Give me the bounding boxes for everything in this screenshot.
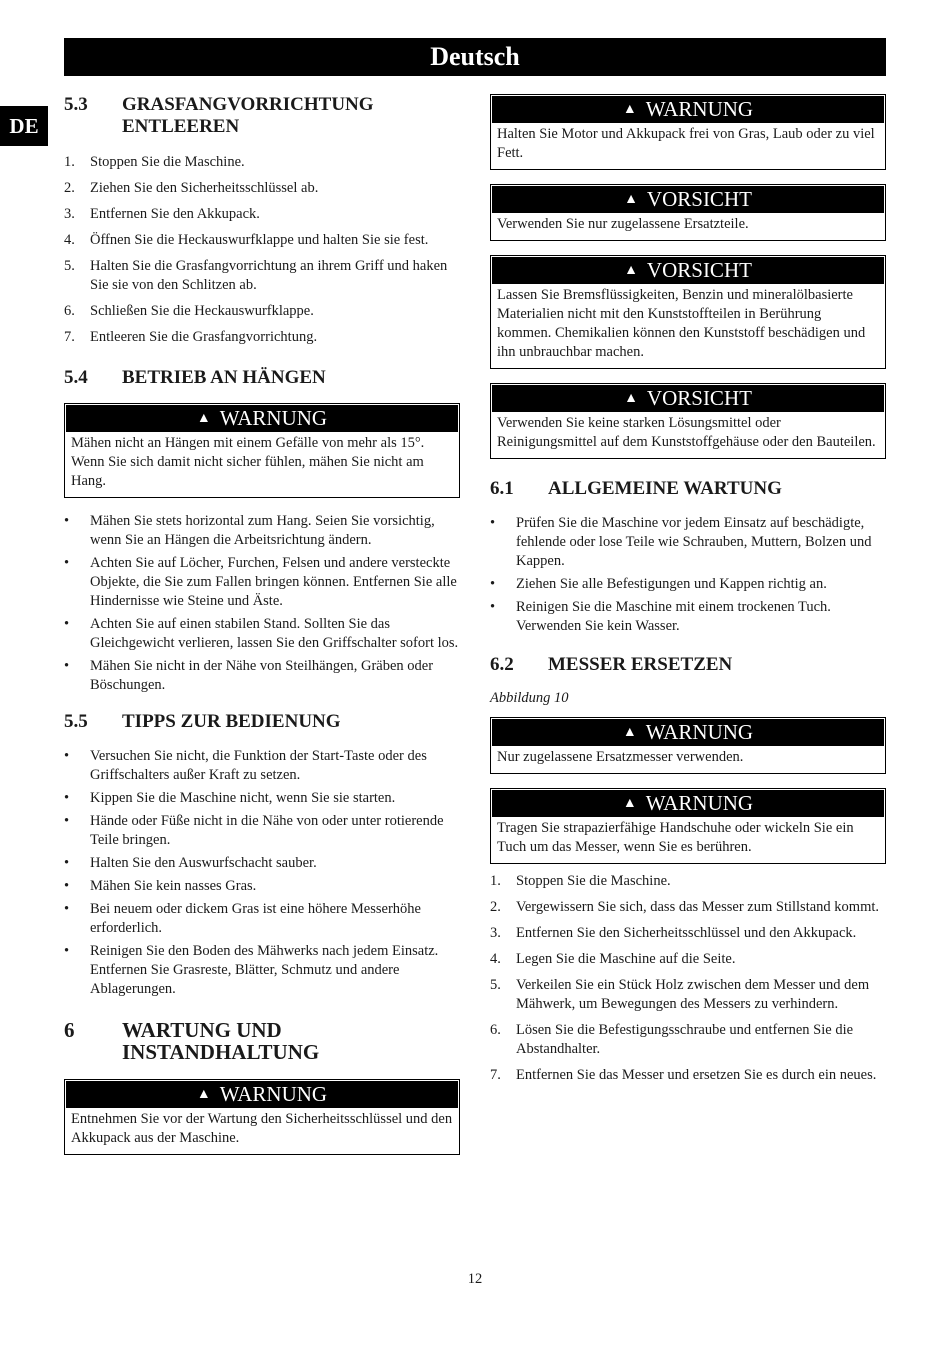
caution-text: Lassen Sie Bremsflüssigkeiten, Benzin und mineralölbasierte Materialien nicht mit den Kunststoffteilen in Berührung kommen. Chemikalien können den Kunststoff beschädigen und ihn unbrauchbar machen.: [497, 287, 866, 360]
warning-triangle-icon: ▲: [622, 102, 637, 117]
list-item: • Reinigen Sie den Boden des Mähwerks nach jedem Einsatz. Entfernen Sie Grasreste, Blätter, Schmutz und andere Ablagerungen.: [64, 943, 439, 997]
warning-box: [490, 94, 886, 170]
list-item: • Bei neuem oder dickem Gras ist eine höhere Messerhöhe erforderlich.: [64, 901, 421, 936]
warning-header: ▲ WARNUNG: [492, 790, 884, 817]
section-5-3-steps: [64, 153, 460, 347]
header-title: Deutsch: [430, 42, 520, 71]
list-item: 7. Entfernen Sie das Messer und ersetzen Sie es durch ein neues.: [490, 1067, 877, 1083]
section-5-5-heading: 5.5 TIPPS ZUR BEDIENUNG: [64, 711, 341, 732]
warning-triangle-icon: ▲: [624, 391, 638, 406]
figure-caption: Abbildung 10: [490, 690, 569, 706]
section-5-5-list: [64, 747, 460, 999]
warning-header: ▲ WARNUNG: [492, 96, 884, 123]
right-column: [490, 94, 886, 1092]
list-item: • Reinigen Sie die Maschine mit einem trockenen Tuch. Verwenden Sie kein Wasser.: [490, 599, 831, 634]
caution-text: Verwenden Sie nur zugelassene Ersatzteile.: [497, 216, 749, 232]
list-item: 5. Verkeilen Sie ein Stück Holz zwischen dem Messer und dem Mähwerk, um Bewegungen des Messers zu verhindern.: [490, 977, 870, 1012]
list-item: 1. Stoppen Sie die Maschine.: [64, 154, 245, 170]
list-item: 3. Entfernen Sie den Akkupack.: [64, 206, 260, 222]
list-item: 5. Halten Sie die Grasfangvorrichtung an ihrem Griff und haken Sie sie von den Schlitzen ab.: [64, 258, 448, 293]
caution-header: ▲ VORSICHT: [492, 385, 884, 412]
list-item: • Mähen Sie nicht in der Nähe von Steilhängen, Gräben oder Böschungen.: [64, 658, 434, 693]
list-item: 6. Schließen Sie die Heckauswurfklappe.: [64, 303, 314, 319]
caution-box: [490, 383, 886, 459]
list-item: • Achten Sie auf Löcher, Furchen, Felsen und andere versteckte Objekte, die Sie zum Fallen bringen können. Entfernen Sie alle Hindernisse wie Steine und Äste.: [64, 555, 457, 609]
list-item: 4. Legen Sie die Maschine auf die Seite.: [490, 951, 736, 967]
warning-box: [64, 1079, 460, 1155]
list-item: • Mähen Sie kein nasses Gras.: [64, 878, 257, 894]
list-item: 3. Entfernen Sie den Sicherheitsschlüssel und den Akkupack.: [490, 925, 857, 941]
section-6-2-heading: 6.2 MESSER ERSETZEN: [490, 654, 733, 675]
warning-box: [490, 717, 886, 774]
section-6-2-steps: [490, 872, 886, 1085]
warning-header: ▲ WARNUNG: [66, 1081, 458, 1108]
list-item: • Halten Sie den Auswurfschacht sauber.: [64, 855, 317, 871]
list-item: • Prüfen Sie die Maschine vor jedem Einsatz auf beschädigte, fehlende oder lose Teile wie Schrauben, Muttern, Bolzen und Kappen.: [490, 515, 872, 569]
left-column: [64, 94, 460, 1155]
warning-triangle-icon: ▲: [622, 725, 637, 740]
warning-text: Entnehmen Sie vor der Wartung den Sicherheitsschlüssel und den Akkupack aus der Maschine.: [71, 1111, 453, 1146]
list-item: • Versuchen Sie nicht, die Funktion der Start-Taste oder des Griffschalters außer Kraft zu setzen.: [64, 748, 427, 783]
warning-triangle-icon: ▲: [196, 411, 211, 426]
warning-box: [490, 788, 886, 864]
warning-text: Tragen Sie strapazierfähige Handschuhe oder wickeln Sie ein Tuch um das Messer, wenn Sie es berühren.: [497, 820, 854, 855]
section-6-1-list: [490, 514, 886, 636]
warning-text: Nur zugelassene Ersatzmesser verwenden.: [497, 749, 744, 765]
page-number: 12: [467, 1271, 483, 1287]
list-item: • Ziehen Sie alle Befestigungen und Kappen richtig an.: [490, 576, 827, 592]
list-item: • Achten Sie auf einen stabilen Stand. Sollten Sie das Gleichgewicht verlieren, lassen Sie den Griffschalter sofort los.: [64, 616, 459, 651]
section-5-4-list: [64, 512, 460, 695]
warning-triangle-icon: ▲: [624, 263, 638, 278]
warning-text: Halten Sie Motor und Akkupack frei von Gras, Laub oder zu viel Fett.: [497, 126, 875, 161]
list-item: • Mähen Sie stets horizontal zum Hang. Seien Sie vorsichtig, wenn Sie an Hängen die Arbeitsrichtung ändern.: [64, 513, 435, 548]
warning-triangle-icon: ▲: [622, 796, 637, 811]
warning-triangle-icon: ▲: [196, 1087, 211, 1102]
warning-header: ▲ WARNUNG: [66, 405, 458, 432]
list-item: 1. Stoppen Sie die Maschine.: [490, 873, 671, 889]
list-item: 2. Ziehen Sie den Sicherheitsschlüssel ab.: [64, 180, 319, 196]
warning-header: ▲ WARNUNG: [492, 719, 884, 746]
list-item: 7. Entleeren Sie die Grasfangvorrichtung.: [64, 329, 318, 345]
list-item: • Kippen Sie die Maschine nicht, wenn Sie sie starten.: [64, 790, 396, 806]
section-6-heading: 6 WARTUNG UND INSTANDHALTUNG: [64, 1018, 320, 1064]
caution-header: ▲ VORSICHT: [492, 257, 884, 284]
warning-box: [64, 403, 460, 498]
page-header: [64, 38, 886, 76]
caution-text: Verwenden Sie keine starken Lösungsmittel oder Reinigungsmittel auf dem Kunststoffgehäuse oder den Bauteilen.: [497, 415, 876, 450]
list-item: 6. Lösen Sie die Befestigungsschraube und entfernen Sie die Abstandhalter.: [490, 1022, 854, 1057]
warning-triangle-icon: ▲: [624, 192, 638, 207]
list-item: 2. Vergewissern Sie sich, dass das Messer zum Stillstand kommt.: [490, 899, 880, 915]
caution-header: ▲ VORSICHT: [492, 186, 884, 213]
warning-text: Mähen nicht an Hängen mit einem Gefälle von mehr als 15°. Wenn Sie sich damit nicht sicher fühlen, mähen Sie nicht am Hang.: [71, 435, 425, 489]
language-tab: DE: [0, 106, 48, 146]
list-item: 4. Öffnen Sie die Heckauswurfklappe und halten Sie sie fest.: [64, 232, 429, 248]
section-5-3-heading: 5.3 GRASFANGVORRICHTUNG ENTLEEREN: [64, 94, 374, 137]
caution-box: [490, 255, 886, 369]
list-item: • Hände oder Füße nicht in die Nähe von oder unter rotierende Teile bringen.: [64, 813, 444, 848]
section-5-4-heading: 5.4 BETRIEB AN HÄNGEN: [64, 367, 326, 388]
caution-box: [490, 184, 886, 241]
section-6-1-heading: 6.1 ALLGEMEINE WARTUNG: [490, 478, 782, 499]
